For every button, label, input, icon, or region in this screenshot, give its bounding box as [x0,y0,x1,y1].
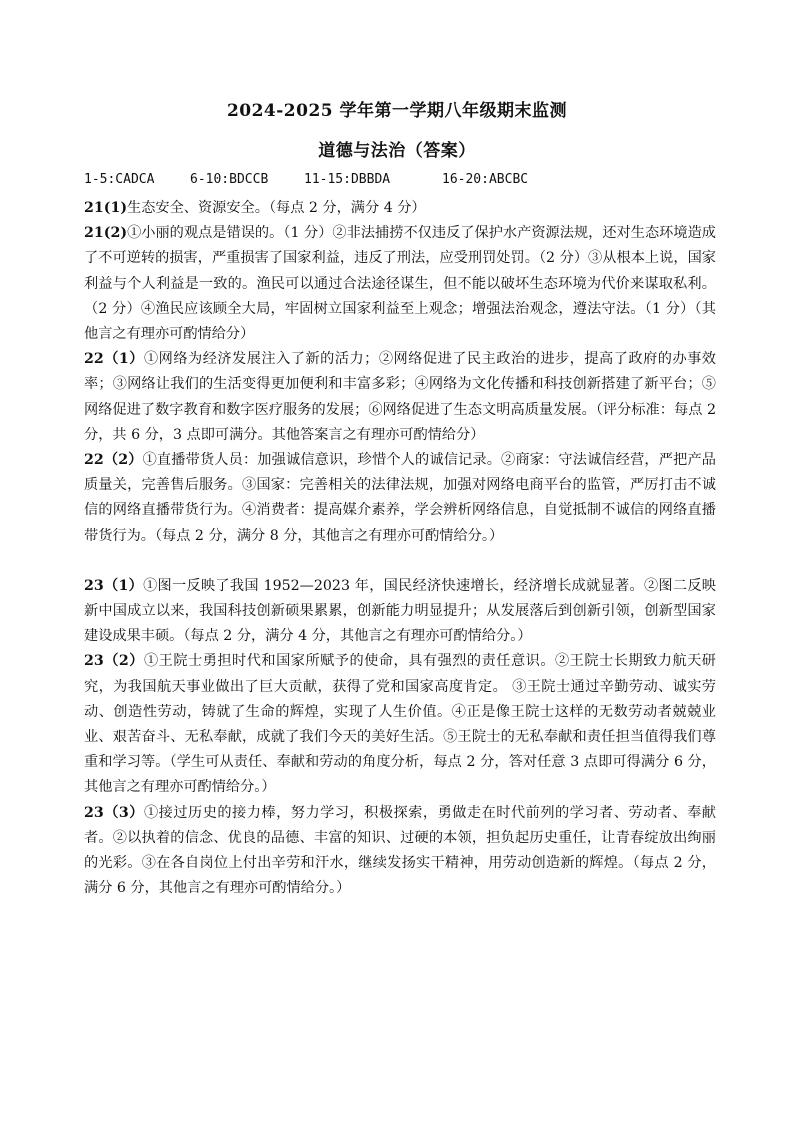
answer-text: ①王院士勇担时代和国家所赋予的使命，具有强烈的责任意识。②王院士长期致力航天研究，为我国航天事业做出了巨大贡献，获得了党和国家高度肯定。 ③王院士通过辛勤劳动、诚实劳动、创造性劳动，铸就了生命的辉煌，实现了人生价值。④正是像王院士这样的无数劳动者兢兢业业、艰苦奋斗、无私奉献，成就了我们今天的美好生活。⑤王院士的无私奉献和责任担当值得我们尊重和学习等。（学生可从责任、奉献和劳动的角度分析，每点 2 分，答对任意 3 点即可得满分 6 分，其他言之有理亦可酌情给分。） [84,653,716,796]
question-number: 23（1） [84,577,144,594]
answer-key-group: 1-5:CADCA [84,172,155,187]
question-number: 23（2） [84,653,144,670]
answer-text: ①网络为经济发展注入了新的活力；②网络促进了民主政治的进步，提高了政府的办事效率；③网络让我们的生活变得更加便利和丰富多彩；④网络为文化传播和科技创新搭建了新平台；⑤网络促进了数字教育和数字医疗服务的发展；⑥网络促进了生态文明高质量发展。（评分标准：每点 2 分，共 6 分，3 点即可满分。其他答案言之有理亦可酌情给分） [84,351,716,443]
answer-key-group: 16-20:ABCBC [442,172,529,187]
multiple-choice-keys [84,172,724,187]
answer-paragraph [84,574,716,650]
page-title: 2024-2025 学年第一学期八年级期末监测 [226,101,568,121]
answer-paragraph [84,448,716,549]
section-gap [84,549,716,574]
page-subtitle: 道德与法治（答案） [318,141,476,161]
question-number: 23（3） [84,804,144,821]
answer-content [84,196,716,901]
answer-paragraph [84,801,716,902]
answer-key-group: 11-15:DBBDA [304,172,391,187]
answer-text: ①接过历史的接力棒，努力学习，积极探索，勇做走在时代前列的学习者、劳动者、奉献者。②以执着的信念、优良的品德、丰富的知识、过硬的本领，担负起历史重任，让青春绽放出绚丽的光彩。③在各自岗位上付出辛劳和汗水，继续发扬实干精神，用劳动创造新的辉煌。（每点 2 分，满分 6 分，其他言之有理亦可酌情给分。） [84,804,716,897]
answer-paragraph [84,649,716,800]
question-number: 21(2) [84,225,128,242]
question-number: 22（2） [84,452,143,469]
answer-text: 生态安全、资源安全。（每点 2 分，满分 4 分） [127,200,426,216]
answer-text: ①图一反映了我国 1952—2023 年，国民经济快速增长，经济增长成就显著。②图二反映新中国成立以来，我国科技创新硕果累累，创新能力明显提升；从发展落后到创新引领，创新型国家建设成果丰硕。（每点 2 分，满分 4 分，其他言之有理亦可酌情给分。） [84,577,716,645]
answer-paragraph [84,347,716,448]
answer-key-group: 6-10:BDCCB [190,172,269,187]
question-number: 21(1) [84,200,128,216]
question-number: 22（1） [84,351,144,368]
answer-text: ①小丽的观点是错误的。（1 分）②非法捕捞不仅违反了保护水产资源法规，还对生态环境造成了不可逆转的损害，严重损害了国家利益，违反了刑法，应受刑罚处罚。（2 分）③从根本上说，国家利益与个人利益是一致的。渔民可以通过合法途径谋生，但不能以破坏生态环境为代价来谋取私利。（2 分）④渔民应该顾全大局，牢固树立国家利益至上观念；增强法治观念，遵法守法。（1 分）（其他言之有理亦可酌情给分） [84,225,716,343]
answer-paragraph [84,196,716,221]
answer-text: ①直播带货人员：加强诚信意识，珍惜个人的诚信记录。②商家：守法诚信经营，严把产品质量关，完善售后服务。③国家：完善相关的法律法规，加强对网络电商平台的监管，严厉打击不诚信的网络直播带货行为。④消费者：提高媒介素养，学会辨析网络信息，自觉抵制不诚信的网络直播带货行为。（每点 2 分，满分 8 分，其他言之有理亦可酌情给分。） [84,452,716,544]
answer-paragraph [84,221,716,347]
